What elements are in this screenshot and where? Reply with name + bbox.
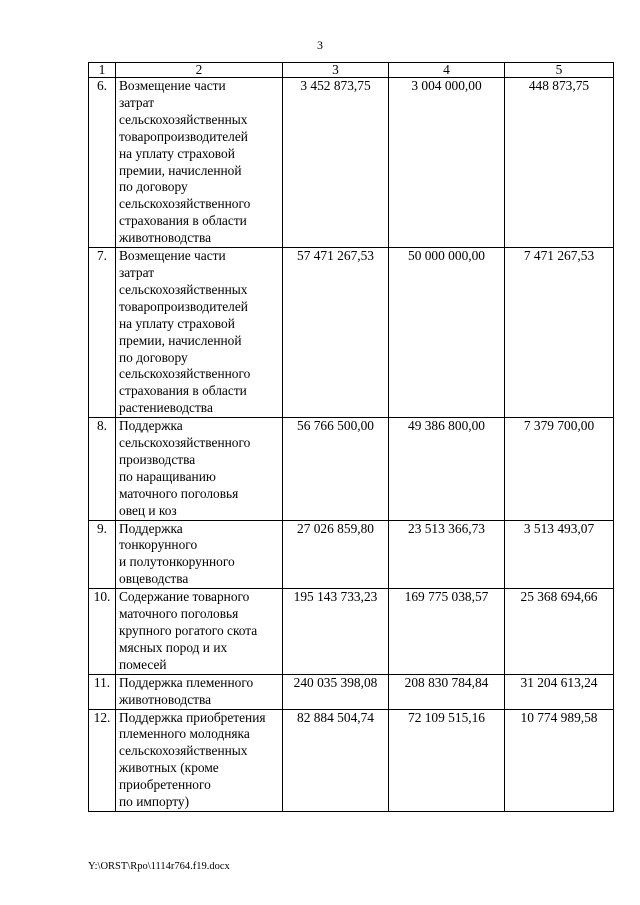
description-line: приобретенного	[119, 777, 211, 793]
description-line: животноводства	[119, 691, 212, 707]
description-line: страхования в области	[119, 213, 247, 229]
description-line: на уплату страховой	[119, 315, 235, 331]
amount-cell-col4: 23 513 366,73	[389, 520, 505, 589]
description-line: Поддержка племенного	[119, 674, 254, 690]
description-line: овцеводства	[119, 571, 189, 587]
amount-cell-col4: 208 830 784,84	[389, 674, 505, 709]
description-line: племенного молодняка	[119, 726, 250, 742]
description-line: по договору	[119, 179, 188, 195]
amount-cell-col5: 25 368 694,66	[505, 589, 614, 675]
description-cell	[116, 78, 283, 248]
description-line: страхования в области	[119, 383, 247, 399]
description-cell	[116, 418, 283, 520]
description-cell	[116, 709, 283, 811]
budget-table	[88, 62, 614, 812]
description-line: овец и коз	[119, 502, 177, 518]
description-line: животных (кроме	[119, 760, 219, 776]
description-line: по импорту)	[119, 794, 190, 810]
row-number-cell: 7.	[89, 248, 116, 418]
description-line: и полутонкорунного	[119, 554, 235, 570]
file-path-footer: Y:\ORST\Rpo\1114r764.f19.docx	[88, 861, 230, 872]
amount-cell-col4: 3 004 000,00	[389, 78, 505, 248]
description-line: сельскохозяйственных	[119, 281, 248, 297]
description-line: сельскохозяйственного	[119, 196, 251, 212]
amount-cell-col3: 57 471 267,53	[283, 248, 389, 418]
description-line: сельскохозяйственного	[119, 366, 251, 382]
amount-cell-col5: 10 774 989,58	[505, 709, 614, 811]
amount-cell-col5: 448 873,75	[505, 78, 614, 248]
amount-cell-col5: 3 513 493,07	[505, 520, 614, 589]
amount-cell-col5: 7 379 700,00	[505, 418, 614, 520]
description-line: Поддержка	[119, 520, 183, 536]
row-number-cell: 6.	[89, 78, 116, 248]
description-line: премии, начисленной	[119, 162, 242, 178]
amount-cell-col4: 50 000 000,00	[389, 248, 505, 418]
description-line: на уплату страховой	[119, 145, 235, 161]
description-line: Содержание товарного	[119, 589, 250, 605]
description-cell	[116, 674, 283, 709]
description-line: товаропроизводителей	[119, 128, 248, 144]
amount-cell-col3: 240 035 398,08	[283, 674, 389, 709]
description-line: по договору	[119, 349, 188, 365]
table-row	[89, 418, 614, 520]
description-line: производства	[119, 451, 196, 467]
table-row	[89, 674, 614, 709]
description-line: Возмещение части	[119, 248, 226, 264]
row-number-cell: 12.	[89, 709, 116, 811]
table-row	[89, 520, 614, 589]
amount-cell-col3: 56 766 500,00	[283, 418, 389, 520]
description-line: крупного рогатого скота	[119, 623, 258, 638]
description-line: товаропроизводителей	[119, 298, 248, 314]
amount-cell-col5: 31 204 613,24	[505, 674, 614, 709]
description-line: затрат	[119, 94, 155, 110]
amount-cell-col3: 82 884 504,74	[283, 709, 389, 811]
amount-cell-col3: 27 026 859,80	[283, 520, 389, 589]
amount-cell-col3: 3 452 873,75	[283, 78, 389, 248]
description-line: сельскохозяйственного	[119, 435, 251, 451]
description-line: по наращиванию	[119, 468, 216, 484]
table-row	[89, 248, 614, 418]
description-line: Поддержка	[119, 418, 183, 434]
table-row	[89, 709, 614, 811]
column-header-1: 1	[89, 63, 116, 78]
amount-cell-col3: 195 143 733,23	[283, 589, 389, 675]
amount-cell-col5: 7 471 267,53	[505, 248, 614, 418]
description-line: тонкорунного	[119, 537, 198, 553]
page-number: 3	[317, 38, 323, 52]
description-line: Возмещение части	[119, 78, 226, 93]
amount-cell-col4: 49 386 800,00	[389, 418, 505, 520]
description-line: маточного поголовья	[119, 485, 239, 501]
column-header-4: 4	[389, 63, 505, 78]
amount-cell-col4: 169 775 038,57	[389, 589, 505, 675]
description-cell	[116, 248, 283, 418]
row-number-cell: 8.	[89, 418, 116, 520]
description-cell	[116, 520, 283, 589]
description-line: растениеводства	[119, 400, 213, 416]
description-cell	[116, 589, 283, 675]
row-number-cell: 11.	[89, 674, 116, 709]
description-line: маточного поголовья	[119, 606, 239, 622]
description-line: Поддержка приобретения	[119, 709, 266, 725]
row-number-cell: 10.	[89, 589, 116, 675]
description-line: животноводства	[119, 230, 212, 246]
column-header-3: 3	[283, 63, 389, 78]
table-row	[89, 78, 614, 248]
amount-cell-col4: 72 109 515,16	[389, 709, 505, 811]
description-line: мясных пород и их	[119, 639, 228, 655]
table-header-row	[89, 63, 614, 78]
row-number-cell: 9.	[89, 520, 116, 589]
description-line: сельскохозяйственных	[119, 743, 248, 759]
description-line: сельскохозяйственных	[119, 111, 248, 127]
column-header-5: 5	[505, 63, 614, 78]
description-line: помесей	[119, 656, 167, 672]
table-row	[89, 589, 614, 675]
description-line: премии, начисленной	[119, 332, 242, 348]
column-header-2: 2	[116, 63, 283, 78]
description-line: затрат	[119, 264, 155, 280]
